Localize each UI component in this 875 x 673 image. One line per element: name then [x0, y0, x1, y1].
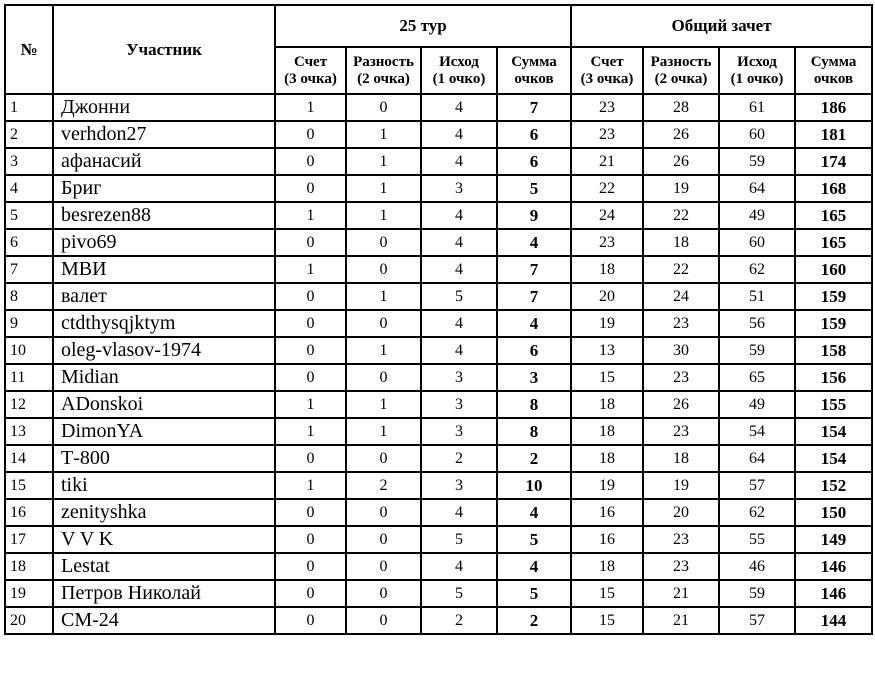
header-round-group: 25 тур: [275, 5, 571, 47]
cell-total-score: 23: [571, 121, 643, 148]
subheader-line2: (1 очко): [432, 70, 486, 87]
header-participant: Участник: [53, 5, 275, 94]
cell-round-score: 0: [275, 310, 346, 337]
cell-total-score: 19: [571, 472, 643, 499]
cell-round-outcome: 4: [421, 256, 497, 283]
cell-total-score: 24: [571, 202, 643, 229]
cell-total-outcome: 64: [719, 445, 795, 472]
cell-total-sum: 156: [795, 364, 872, 391]
cell-num: 18: [5, 553, 53, 580]
cell-total-sum: 165: [795, 202, 872, 229]
cell-total-sum: 155: [795, 391, 872, 418]
cell-total-outcome: 60: [719, 229, 795, 256]
cell-participant: zenityshka: [53, 499, 275, 526]
cell-num: 17: [5, 526, 53, 553]
cell-total-score: 15: [571, 364, 643, 391]
cell-round-outcome: 4: [421, 94, 497, 121]
subheader-total-diff: [643, 47, 719, 94]
cell-round-score: 1: [275, 94, 346, 121]
cell-round-diff: 0: [346, 499, 421, 526]
subheader-line2: (3 очка): [284, 70, 337, 87]
table-row: [5, 310, 872, 337]
cell-round-diff: 1: [346, 337, 421, 364]
subheader-line1: Исход: [737, 53, 777, 70]
cell-round-outcome: 2: [421, 445, 497, 472]
cell-round-outcome: 4: [421, 310, 497, 337]
cell-round-score: 1: [275, 256, 346, 283]
cell-total-outcome: 51: [719, 283, 795, 310]
cell-round-score: 1: [275, 472, 346, 499]
cell-total-sum: 144: [795, 607, 872, 634]
cell-total-outcome: 46: [719, 553, 795, 580]
cell-total-sum: 165: [795, 229, 872, 256]
cell-total-diff: 28: [643, 94, 719, 121]
cell-num: 5: [5, 202, 53, 229]
table-row: [5, 337, 872, 364]
subheader-round-score: [275, 47, 346, 94]
subheader-line1: Счет: [590, 53, 624, 70]
cell-num: 14: [5, 445, 53, 472]
cell-total-score: 16: [571, 526, 643, 553]
table-row: [5, 202, 872, 229]
subheader-line1: Счет: [293, 53, 328, 70]
table-row: [5, 94, 872, 121]
cell-round-diff: 2: [346, 472, 421, 499]
cell-total-outcome: 59: [719, 580, 795, 607]
subheader-line2: (2 очка): [654, 70, 708, 87]
cell-total-score: 16: [571, 499, 643, 526]
cell-total-outcome: 62: [719, 499, 795, 526]
cell-participant: CM-24: [53, 607, 275, 634]
subheader-line2: (1 очко): [730, 70, 784, 87]
cell-round-sum: 6: [497, 148, 571, 175]
table-row: [5, 418, 872, 445]
subheader-line1: Исход: [439, 53, 479, 70]
cell-round-sum: 2: [497, 607, 571, 634]
cell-round-sum: 10: [497, 472, 571, 499]
cell-round-diff: 0: [346, 580, 421, 607]
cell-total-diff: 19: [643, 472, 719, 499]
table-body: [5, 94, 872, 634]
cell-round-score: 0: [275, 580, 346, 607]
cell-num: 7: [5, 256, 53, 283]
cell-round-sum: 3: [497, 364, 571, 391]
cell-total-diff: 21: [643, 580, 719, 607]
cell-total-score: 15: [571, 607, 643, 634]
cell-total-score: 23: [571, 94, 643, 121]
cell-round-score: 0: [275, 229, 346, 256]
cell-total-sum: 181: [795, 121, 872, 148]
subheader-round-diff: [346, 47, 421, 94]
cell-total-outcome: 49: [719, 391, 795, 418]
cell-round-score: 0: [275, 607, 346, 634]
cell-round-score: 0: [275, 121, 346, 148]
cell-round-outcome: 4: [421, 499, 497, 526]
cell-num: 8: [5, 283, 53, 310]
cell-total-diff: 22: [643, 256, 719, 283]
cell-total-outcome: 56: [719, 310, 795, 337]
cell-total-outcome: 65: [719, 364, 795, 391]
cell-total-outcome: 54: [719, 418, 795, 445]
cell-num: 6: [5, 229, 53, 256]
cell-round-score: 1: [275, 418, 346, 445]
cell-round-outcome: 4: [421, 148, 497, 175]
cell-total-score: 22: [571, 175, 643, 202]
table-row: [5, 526, 872, 553]
cell-round-outcome: 3: [421, 364, 497, 391]
table-row: [5, 607, 872, 634]
cell-total-sum: 159: [795, 310, 872, 337]
cell-total-score: 18: [571, 391, 643, 418]
subheader-total-score: [571, 47, 643, 94]
cell-round-sum: 2: [497, 445, 571, 472]
cell-participant: валет: [53, 283, 275, 310]
cell-round-sum: 5: [497, 526, 571, 553]
cell-total-outcome: 61: [719, 94, 795, 121]
cell-total-score: 18: [571, 418, 643, 445]
cell-total-diff: 23: [643, 418, 719, 445]
cell-num: 11: [5, 364, 53, 391]
table-row: [5, 256, 872, 283]
cell-total-diff: 23: [643, 526, 719, 553]
cell-round-diff: 0: [346, 229, 421, 256]
cell-total-diff: 20: [643, 499, 719, 526]
cell-round-score: 0: [275, 283, 346, 310]
cell-num: 13: [5, 418, 53, 445]
cell-round-sum: 5: [497, 580, 571, 607]
cell-round-outcome: 4: [421, 337, 497, 364]
cell-round-score: 0: [275, 337, 346, 364]
table-row: [5, 175, 872, 202]
cell-round-sum: 7: [497, 94, 571, 121]
header-total-group: Общий зачет: [571, 5, 872, 47]
cell-num: 9: [5, 310, 53, 337]
cell-round-sum: 4: [497, 229, 571, 256]
cell-round-sum: 6: [497, 337, 571, 364]
subheader-line2: (3 очка): [580, 70, 634, 87]
cell-participant: tiki: [53, 472, 275, 499]
cell-total-outcome: 59: [719, 337, 795, 364]
cell-round-outcome: 3: [421, 175, 497, 202]
cell-participant: DimonYA: [53, 418, 275, 445]
cell-round-sum: 7: [497, 283, 571, 310]
table-row: [5, 121, 872, 148]
cell-num: 10: [5, 337, 53, 364]
cell-round-sum: 6: [497, 121, 571, 148]
cell-total-score: 23: [571, 229, 643, 256]
cell-participant: oleg-vlasov-1974: [53, 337, 275, 364]
cell-total-diff: 22: [643, 202, 719, 229]
cell-participant: Петров Николай: [53, 580, 275, 607]
cell-total-score: 18: [571, 553, 643, 580]
cell-round-diff: 0: [346, 607, 421, 634]
cell-total-sum: 150: [795, 499, 872, 526]
cell-round-diff: 0: [346, 256, 421, 283]
cell-total-outcome: 62: [719, 256, 795, 283]
cell-total-outcome: 60: [719, 121, 795, 148]
cell-total-sum: 146: [795, 580, 872, 607]
table-row: [5, 499, 872, 526]
subheader-total-outcome: [719, 47, 795, 94]
cell-round-outcome: 4: [421, 553, 497, 580]
cell-round-diff: 1: [346, 148, 421, 175]
cell-total-diff: 18: [643, 229, 719, 256]
cell-total-sum: 174: [795, 148, 872, 175]
cell-total-diff: 23: [643, 364, 719, 391]
cell-round-outcome: 5: [421, 580, 497, 607]
cell-num: 4: [5, 175, 53, 202]
cell-participant: Джонни: [53, 94, 275, 121]
cell-round-diff: 1: [346, 121, 421, 148]
cell-participant: МВИ: [53, 256, 275, 283]
subheader-line1: Сумма: [511, 53, 557, 70]
cell-round-outcome: 3: [421, 418, 497, 445]
cell-round-sum: 5: [497, 175, 571, 202]
cell-round-diff: 0: [346, 310, 421, 337]
cell-total-sum: 149: [795, 526, 872, 553]
subheader-total-sum: [795, 47, 872, 94]
cell-num: 20: [5, 607, 53, 634]
cell-num: 16: [5, 499, 53, 526]
cell-total-outcome: 55: [719, 526, 795, 553]
cell-participant: V V K: [53, 526, 275, 553]
cell-total-sum: 159: [795, 283, 872, 310]
cell-round-sum: 4: [497, 310, 571, 337]
cell-total-outcome: 59: [719, 148, 795, 175]
subheader-line2: очков: [514, 70, 554, 87]
cell-total-sum: 160: [795, 256, 872, 283]
cell-total-diff: 23: [643, 310, 719, 337]
cell-participant: pivo69: [53, 229, 275, 256]
cell-participant: Midian: [53, 364, 275, 391]
cell-participant: Бриг: [53, 175, 275, 202]
cell-participant: Т-800: [53, 445, 275, 472]
cell-round-diff: 0: [346, 445, 421, 472]
cell-num: 2: [5, 121, 53, 148]
cell-total-outcome: 49: [719, 202, 795, 229]
cell-participant: Lestat: [53, 553, 275, 580]
subheader-line1: Разность: [353, 53, 414, 70]
cell-round-diff: 0: [346, 526, 421, 553]
cell-total-diff: 30: [643, 337, 719, 364]
cell-round-outcome: 4: [421, 202, 497, 229]
cell-round-diff: 0: [346, 364, 421, 391]
cell-num: 19: [5, 580, 53, 607]
table-row: [5, 391, 872, 418]
cell-round-diff: 1: [346, 418, 421, 445]
cell-round-diff: 1: [346, 202, 421, 229]
cell-round-outcome: 3: [421, 391, 497, 418]
cell-participant: verhdon27: [53, 121, 275, 148]
cell-total-score: 13: [571, 337, 643, 364]
standings-table: [4, 4, 873, 635]
cell-participant: ADonskoi: [53, 391, 275, 418]
cell-total-diff: 18: [643, 445, 719, 472]
cell-round-score: 0: [275, 499, 346, 526]
cell-round-diff: 1: [346, 283, 421, 310]
cell-total-score: 19: [571, 310, 643, 337]
cell-total-diff: 26: [643, 148, 719, 175]
table-row: [5, 553, 872, 580]
cell-round-sum: 8: [497, 391, 571, 418]
subheader-line1: Сумма: [810, 53, 857, 70]
cell-total-diff: 24: [643, 283, 719, 310]
cell-total-diff: 19: [643, 175, 719, 202]
subheader-line2: (2 очка): [357, 70, 410, 87]
cell-round-sum: 9: [497, 202, 571, 229]
cell-round-diff: 1: [346, 391, 421, 418]
cell-total-sum: 152: [795, 472, 872, 499]
cell-total-outcome: 64: [719, 175, 795, 202]
subheader-line1: Разность: [650, 53, 712, 70]
cell-participant: besrezen88: [53, 202, 275, 229]
table-row: [5, 445, 872, 472]
table-row: [5, 283, 872, 310]
cell-participant: ctdthysqjktym: [53, 310, 275, 337]
table-row: [5, 472, 872, 499]
cell-total-diff: 26: [643, 391, 719, 418]
cell-round-sum: 4: [497, 553, 571, 580]
cell-round-sum: 8: [497, 418, 571, 445]
cell-round-score: 1: [275, 391, 346, 418]
cell-num: 3: [5, 148, 53, 175]
cell-total-score: 15: [571, 580, 643, 607]
cell-total-diff: 21: [643, 607, 719, 634]
cell-round-outcome: 2: [421, 607, 497, 634]
cell-total-sum: 154: [795, 445, 872, 472]
subheader-round-outcome: [421, 47, 497, 94]
table-row: [5, 364, 872, 391]
cell-round-score: 0: [275, 553, 346, 580]
cell-round-sum: 4: [497, 499, 571, 526]
cell-round-diff: 0: [346, 94, 421, 121]
table-row: [5, 580, 872, 607]
cell-round-outcome: 5: [421, 283, 497, 310]
table-row: [5, 148, 872, 175]
cell-total-score: 18: [571, 445, 643, 472]
cell-total-outcome: 57: [719, 607, 795, 634]
cell-total-sum: 186: [795, 94, 872, 121]
subheader-round-sum: [497, 47, 571, 94]
cell-total-score: 20: [571, 283, 643, 310]
cell-round-sum: 7: [497, 256, 571, 283]
cell-total-sum: 158: [795, 337, 872, 364]
cell-total-diff: 26: [643, 121, 719, 148]
cell-round-outcome: 4: [421, 121, 497, 148]
cell-total-sum: 154: [795, 418, 872, 445]
cell-round-outcome: 5: [421, 526, 497, 553]
cell-total-score: 18: [571, 256, 643, 283]
header-num: №: [5, 5, 53, 94]
cell-num: 12: [5, 391, 53, 418]
cell-round-outcome: 3: [421, 472, 497, 499]
subheader-line2: очков: [813, 70, 854, 87]
cell-round-score: 1: [275, 202, 346, 229]
cell-num: 15: [5, 472, 53, 499]
cell-round-outcome: 4: [421, 229, 497, 256]
cell-participant: афанасий: [53, 148, 275, 175]
cell-round-score: 0: [275, 175, 346, 202]
cell-total-outcome: 57: [719, 472, 795, 499]
cell-round-score: 0: [275, 445, 346, 472]
cell-round-score: 0: [275, 526, 346, 553]
cell-round-score: 0: [275, 364, 346, 391]
table-header: [5, 5, 872, 94]
cell-round-score: 0: [275, 148, 346, 175]
cell-num: 1: [5, 94, 53, 121]
cell-total-score: 21: [571, 148, 643, 175]
cell-total-sum: 146: [795, 553, 872, 580]
cell-round-diff: 0: [346, 553, 421, 580]
cell-total-sum: 168: [795, 175, 872, 202]
cell-total-diff: 23: [643, 553, 719, 580]
cell-round-diff: 1: [346, 175, 421, 202]
table-row: [5, 229, 872, 256]
